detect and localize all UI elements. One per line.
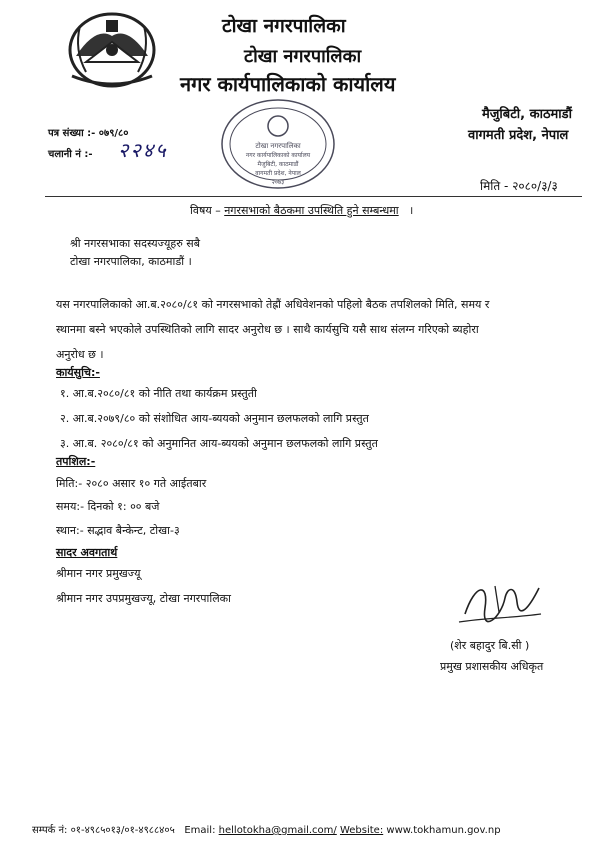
details-heading: तपशिल:-: [56, 455, 96, 468]
meeting-place: स्थान:- सद्भाव बैन्केन्ट, टोखा-३: [56, 524, 180, 537]
cc-recipient: श्रीमान नगर प्रमुखज्यू: [56, 567, 141, 580]
agenda-item: १. आ.ब.२०८०/८१ को नीति तथा कार्यक्रम प्रस्तुती: [60, 387, 257, 400]
office-title: नगर कार्यपालिकाको कार्यालय: [180, 72, 396, 96]
meeting-date: मिति:- २०८० असार १० गते आईतबार: [56, 477, 207, 490]
body-line-1: यस नगरपालिकाको आ.ब.२०८०/८१ को नगरसभाको तेह्रौं अधिवेशनको पहिलो बैठक तपशिलको मिति, समय र: [56, 298, 490, 311]
footer-email-link[interactable]: hellotokha@gmail.com/: [218, 825, 337, 836]
reference-number: पत्र संख्या :- ०७९/८०: [48, 128, 129, 139]
stamp-text-1: टोखा नगरपालिका: [255, 142, 301, 150]
footer-contact: [32, 822, 501, 836]
subject-line: [190, 203, 413, 218]
agenda-heading: कार्यसुचि:-: [56, 366, 100, 379]
meeting-time: समय:- दिनको १: ०० बजे: [56, 500, 160, 513]
municipality-title-stylized: टोखा नगरपालिका: [244, 46, 362, 67]
cc-recipient: श्रीमान नगर उपप्रमुखज्यू, टोखा नगरपालिका: [56, 592, 231, 605]
dispatch-number-label: चलानी नं :-: [48, 149, 93, 160]
body-line-3: अनुरोध छ ।: [56, 348, 104, 361]
footer-email-label: Email:: [184, 825, 216, 836]
stamp-text-3: मैजुबिटी, काठमाडौं: [257, 161, 299, 168]
address-line-2: वागमती प्रदेश, नेपाल: [468, 128, 569, 143]
subject-end: ।: [409, 204, 414, 217]
header-divider: [45, 196, 582, 197]
municipality-title: टोखा नगरपालिका: [222, 15, 346, 37]
body-line-2: स्थानमा बस्ने भएकोले उपस्थितिको लागि सादर अनुरोध छ । साथै कार्यसुचि यसै साथ संलग्न गरिएको ब्यहोरा: [56, 323, 479, 336]
letter-date: मिति - २०८०/३/३: [480, 179, 558, 193]
office-stamp: [218, 96, 338, 196]
footer-phone: सम्पर्क नं: ०१-४९८५०१३/०१-४९८८४०५: [32, 825, 175, 836]
subject-label: विषय –: [190, 204, 221, 217]
dispatch-number-value: २२४५: [118, 138, 168, 162]
agenda-item: ३. आ.ब. २०८०/८१ को अनुमानित आय-ब्ययको अनुमान छलफलको लागि प्रस्तुत: [60, 437, 378, 450]
footer-website-label: Website:: [339, 825, 384, 836]
stamp-text-2: नगर कार्यपालिकाको कार्यालय: [245, 152, 311, 159]
address-line-1: मैजुबिटी, काठमाडौं: [482, 107, 572, 122]
signatory-name: (शेर बहादुर बि.सी ): [450, 639, 530, 652]
stamp-text-4: वागमती प्रदेश, नेपाल: [255, 170, 301, 177]
recipient-line-2: टोखा नगरपालिका, काठमाडौं ।: [70, 255, 192, 268]
stamp-text-5: २०७३: [271, 179, 285, 186]
nepal-emblem-logo: [66, 6, 158, 90]
subject-text: नगरसभाको बैठकमा उपस्थिति हुने सम्बन्धमा: [224, 204, 399, 217]
signature-mark: [455, 578, 545, 628]
signatory-title: प्रमुख प्रशासकीय अधिकृत: [440, 660, 544, 673]
recipient-line-1: श्री नगरसभाका सदस्यज्यूहरु सबै: [70, 237, 200, 250]
footer-website-link[interactable]: www.tokhamun.gov.np: [386, 825, 501, 836]
agenda-item: २. आ.ब.२०७९/८० को संशोधित आय-ब्ययको अनुमान छलफलको लागि प्रस्तुत: [60, 412, 369, 425]
info-heading: सादर अवगतार्थ: [56, 546, 118, 559]
